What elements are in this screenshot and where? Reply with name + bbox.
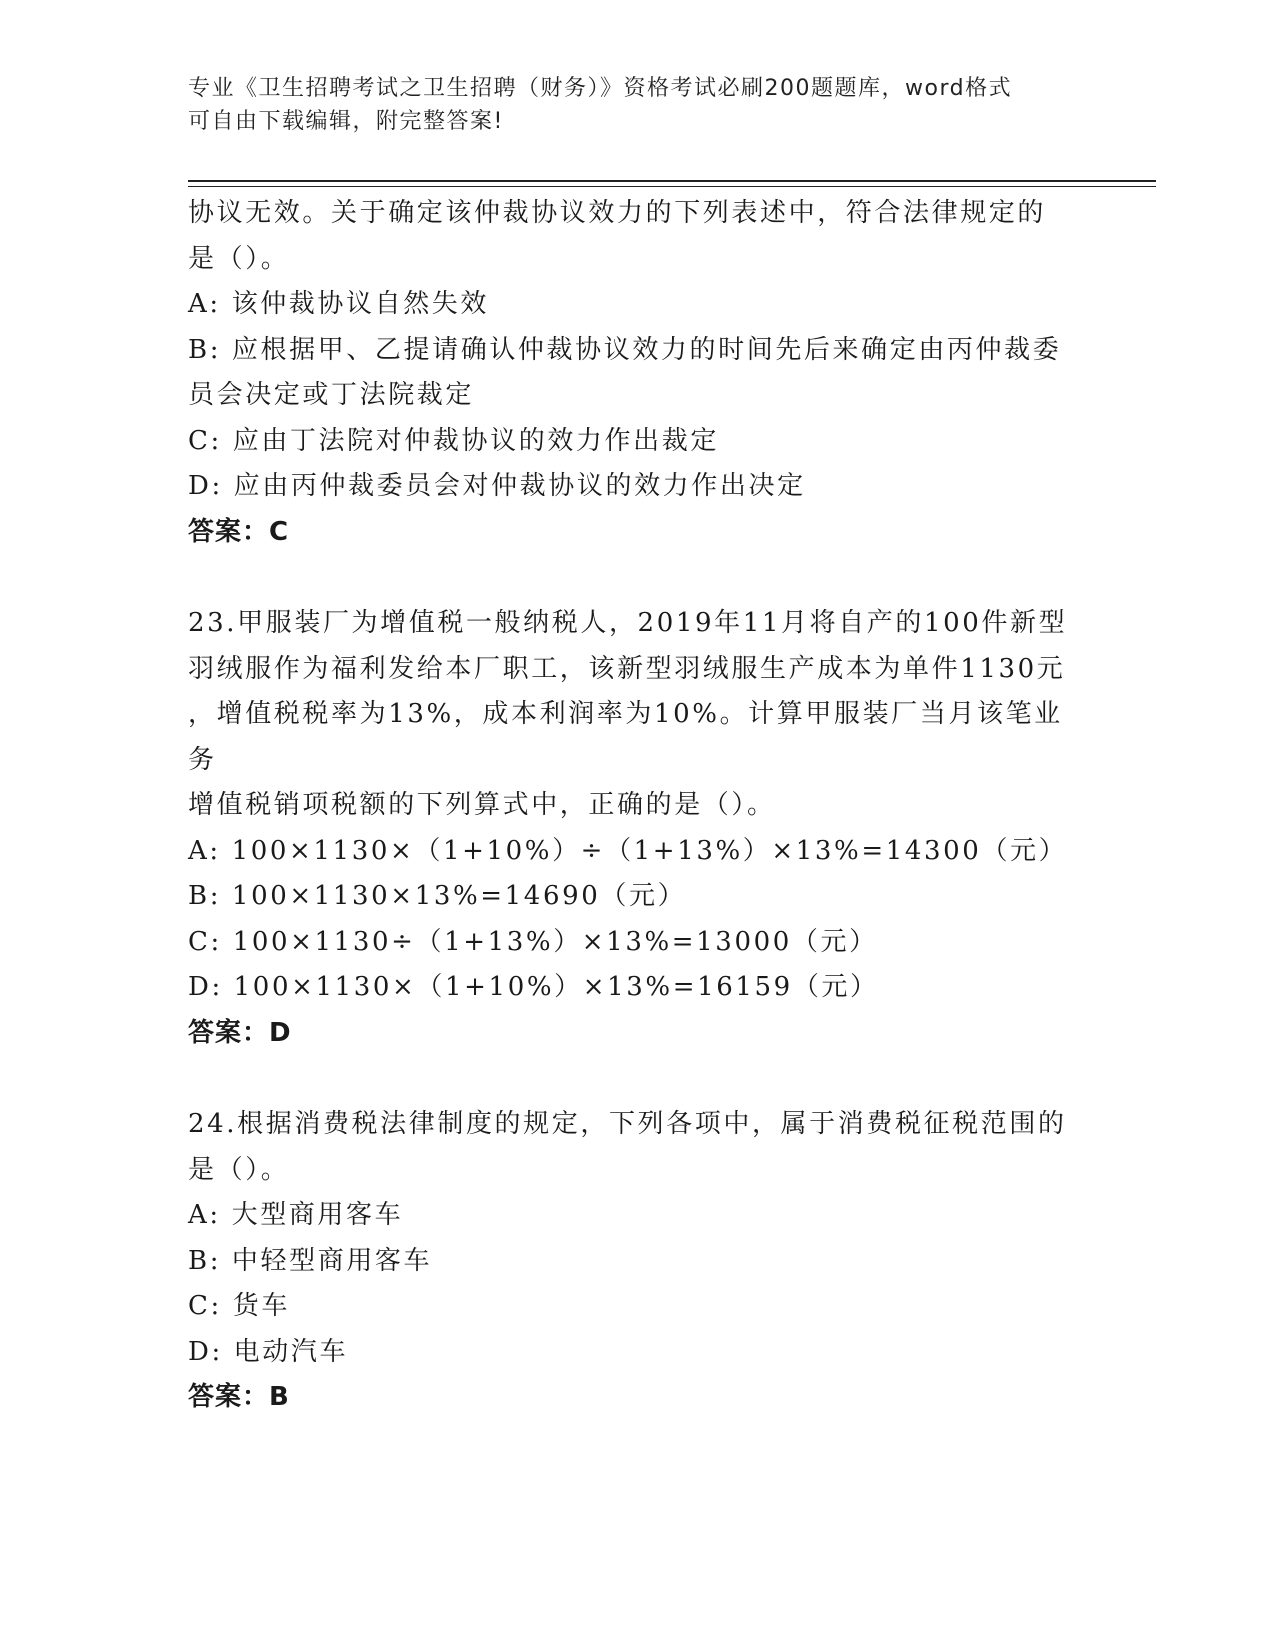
document-header <box>188 72 1068 138</box>
header-line-1: 专业《卫生招聘考试之卫生招聘（财务）》资格考试必刷200题题库，word格式 <box>188 76 1013 101</box>
question-stem-line: 羽绒服作为福利发给本厂职工，该新型羽绒服生产成本为单件1130元 <box>188 653 1066 684</box>
question-list <box>188 191 1088 1421</box>
option-d: D: 电动汽车 <box>188 1336 349 1367</box>
option-c: C: 应由丁法院对仲裁协议的效力作出裁定 <box>188 425 719 456</box>
question-stem-line: 是（）。 <box>188 243 290 274</box>
option-c: C: 100×1130÷（1+13%）×13%=13000（元） <box>188 926 878 957</box>
question-stem-line: 是（）。 <box>188 1154 290 1185</box>
option-c: C: 货车 <box>188 1291 290 1321</box>
option-d: D: 应由丙仲裁委员会对仲裁协议的效力作出决定 <box>188 471 806 501</box>
answer-line: 答案：D <box>188 1017 292 1048</box>
question-stem-line: 23.甲服装厂为增值税一般纳税人，2019年11月将自产的100件新型 <box>188 608 1068 638</box>
option-b: B: 应根据甲、乙提请确认仲裁协议效力的时间先后来确定由丙仲裁委 <box>188 334 1062 365</box>
question-stem-line: 24.根据消费税法律制度的规定，下列各项中，属于消费税征税范围的 <box>188 1109 1067 1139</box>
question-stem-line: 增值税销项税额的下列算式中，正确的是（）。 <box>188 790 776 820</box>
question-24 <box>188 1102 1088 1421</box>
question-spacer <box>188 555 1088 601</box>
option-a: A: 100×1130×（1+10%）÷（1+13%）×13%=14300（元） <box>188 835 1068 866</box>
question-stem-line: 协议无效。关于确定该仲裁协议效力的下列表述中，符合法律规定的 <box>188 198 1047 228</box>
option-d: D: 100×1130×（1+10%）×13%=16159（元） <box>188 972 879 1002</box>
option-b-continued: 员会决定或丁法院裁定 <box>188 380 475 410</box>
header-divider-thin <box>188 186 1156 187</box>
header-divider-thick <box>188 180 1156 182</box>
question-spacer <box>188 1056 1088 1102</box>
option-b: B: 中轻型商用客车 <box>188 1245 433 1276</box>
option-a: A: 该仲裁协议自然失效 <box>188 289 490 319</box>
option-a: A: 大型商用客车 <box>188 1200 404 1230</box>
question-stem-line: ，增值税税率为13%，成本利润率为10%。计算甲服装厂当月该笔业务 <box>188 699 1063 775</box>
answer-line: 答案：C <box>188 516 290 547</box>
question-22 <box>188 191 1088 555</box>
question-23 <box>188 601 1088 1056</box>
header-line-2: 可自由下载编辑，附完整答案! <box>188 109 504 134</box>
option-b: B: 100×1130×13%=14690（元） <box>188 881 687 911</box>
answer-line: 答案：B <box>188 1382 290 1412</box>
